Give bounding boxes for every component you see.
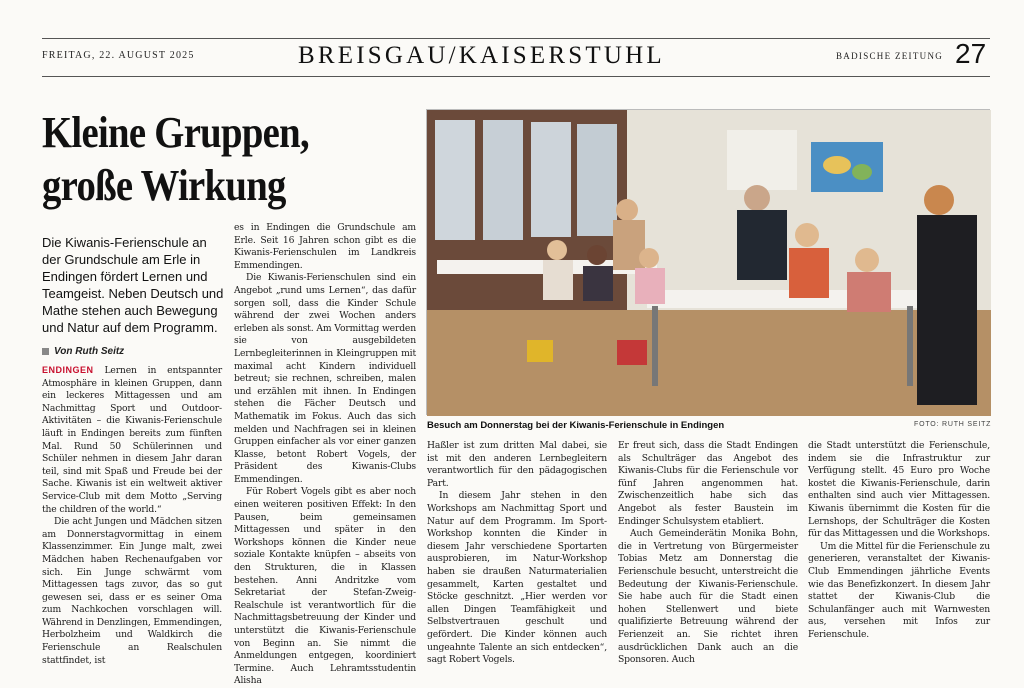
body-column-1: [42, 364, 222, 667]
paragraph: es in Endingen die Grundschule am Erle. Seit 16 Jahren schon gibt es die Kiwanis-Ferienschulen im Landkreis Emmendingen.: [234, 222, 416, 271]
section-title: BREISGAU/KAISERSTUHL: [298, 42, 665, 69]
paragraph: Haßler ist zum dritten Mal dabei, sie ist mit den anderen Lernbegleitern verantwortlich für den pädagogischen Part.: [427, 440, 607, 489]
classroom-photo-illustration: [427, 110, 991, 416]
newspaper-name: BADISCHE ZEITUNG: [836, 51, 944, 61]
paragraph: [42, 364, 222, 516]
photo-caption: Besuch am Donnerstag bei der Kiwanis-Ferienschule in Endingen: [427, 420, 725, 431]
photo-credit: FOTO: RUTH SEITZ: [914, 421, 992, 428]
body-column-4: [618, 440, 798, 667]
body-column-3: [427, 440, 607, 667]
byline-author: Von Ruth Seitz: [54, 346, 125, 357]
paragraph: die Stadt unterstützt die Ferienschule, indem sie die Infrastruktur zur Verfügung stellt. 45 Euro pro Woche kostet die Kiwanis-Ferienschule, darin enthalten sind auch vier Mittagessen. Kiwanis übernimmt die Kosten für die Lernshops, der Schulträger die Kosten für das Mittagessen und die Workshops.: [808, 440, 990, 540]
paragraph-text: Lernen in entspannter Atmosphäre in kleinen Gruppen, dann ein leckeres Mittagessen und am Nachmittag Sport und Outdoor-Aktivitäten – die Kiwanis-Ferienschule läuft in Endingen bereits zum fünften Mal. Rund 50 Schülerinnen und Schüler nehmen in diesem Jahr daran teil, sind mit Spaß und Freude bei der Sache. Kiwanis ist ein weltweit aktiver Service-Club mit dem Motto „Serving the children of the world.“: [42, 365, 222, 515]
paragraph: Auch Gemeinderätin Monika Bohn, die in Vertretung von Bürgermeister Tobias Metz am Donnerstag die Ferienschule besucht, unterstreicht die Bedeutung der Kiwanis-Ferienschule. Sie habe auch für die Stadt einen hohen Stellenwert und biete qualifizierte Betreuung während der Ferienzeit an. Sie richtet ihren ausdrücklichen Dank auch an die Sponsoren. Auch: [618, 528, 798, 666]
header-top-rule: [42, 38, 990, 39]
body-column-2: [234, 222, 416, 688]
paragraph: Die acht Jungen und Mädchen sitzen am Donnerstagvormittag in einem Klassenzimmer. Ein Junge malt, zwei Mädchen haben Rechenaufgaben vor sich. Ein Junge schwärmt vom Mittagessen tags zuvor, das so gut gewesen sei, dass er es seiner Oma zum Nachkochen vorschlagen will. Während in Denzlingen, Emmendingen, Herbolzheim und Waldkirch die Ferienschule an Realschulen stattfindet, ist: [42, 516, 222, 666]
byline: [42, 346, 124, 357]
paragraph: Die Kiwanis-Ferienschulen sind ein Angebot „rund ums Lernen“, das dafür sorgen soll, dass die Kinder Schule während der zwei Wochen anders erleben als sonst. Am Vormittag werden sie von ausgebildeten Lernbegleiterinnen in Kleingruppen mit maximal acht Kindern individuell betreut; sie rechnen, schreiben, malen und erzählen mit ihnen. In Endingen stehen die Fächer Deutsch und Mathematik im Fokus. Auch das sich melden und Nachfragen sei in kleinen Gruppen einfacher als vor einer ganzen Klasse, betont Robert Vogels, der Präsident des Kiwanis-Clubs Emmendingen.: [234, 272, 416, 485]
article-headline: [42, 106, 368, 212]
issue-date: FREITAG, 22. AUGUST 2025: [42, 50, 195, 61]
article-photo: [426, 109, 990, 415]
paragraph: Er freut sich, dass die Stadt Endingen als Schulträger das Angebot des Kiwanis-Clubs für die Ferienschule vor fünf Jahren angenommen hat. Zwischenzeitlich habe sich das Angebot als fester Baustein im Endinger Schulsystem etabliert.: [618, 440, 798, 527]
byline-square-icon: [42, 348, 49, 355]
paragraph: Um die Mittel für die Ferienschule zu generieren, veranstaltet der Kiwanis-Club Emmendingen jährliche Events wie das Benefizkonzert. In diesem Jahr stattet der Kiwanis-Club die Schulanfänger auch mit Warnwesten aus, versehen mit Infos zur Ferienschule.: [808, 540, 990, 640]
header-bottom-rule: [42, 76, 990, 77]
dateline-kicker: ENDINGEN: [42, 365, 94, 375]
page-number: 27: [955, 38, 987, 69]
headline-line-2: große Wirkung: [42, 161, 286, 210]
paragraph: Für Robert Vogels gibt es aber noch einen weiteren positiven Effekt: In den Pausen, beim gemeinsamen Mittagessen und später in den Workshops können die Kinder neue soziale Kontakte knüpfen – abseits von den Strukturen, die in Klassen bestehen. Anni Andritzke vom Sekretariat der Stefan-Zweig-Realschule ist verantwortlich für die Nachmittagsbetreuung der Kinder und unterstützt die Kiwanis-Ferienschule von Beginn an. Sie nimmt die Anmeldungen entgegen, koordiniert Termine. Auch Lehramtsstudentin Alisha: [234, 486, 416, 687]
body-column-5: [808, 440, 990, 642]
headline-line-1: Kleine Gruppen,: [42, 108, 309, 157]
article-lead: Die Kiwanis-Ferienschule an der Grundschule am Erle in Endingen fördert Lernen und Teamgeist. Neben Deutsch und Mathe stehen auch Bewegung und Natur auf dem Programm.: [42, 235, 224, 335]
paragraph: In diesem Jahr stehen in den Workshops am Nachmittag Sport und Natur auf dem Programm. Im Sport-Workshop konnten die Kinder in diesem Jahr verschiedene Sportarten ausprobieren, im Natur-Workshop haben sie draußen Naturmaterialien gesammelt, Karten gestaltet und Stöcke geschnitzt. „Hier werden vor allen Dingen Teamfähigkeit und Selbstvertrauen geschult und gefördert. Die Kinder können auch ungeahnte Talente an sich entdecken“, sagt Robert Vogels.: [427, 490, 607, 666]
